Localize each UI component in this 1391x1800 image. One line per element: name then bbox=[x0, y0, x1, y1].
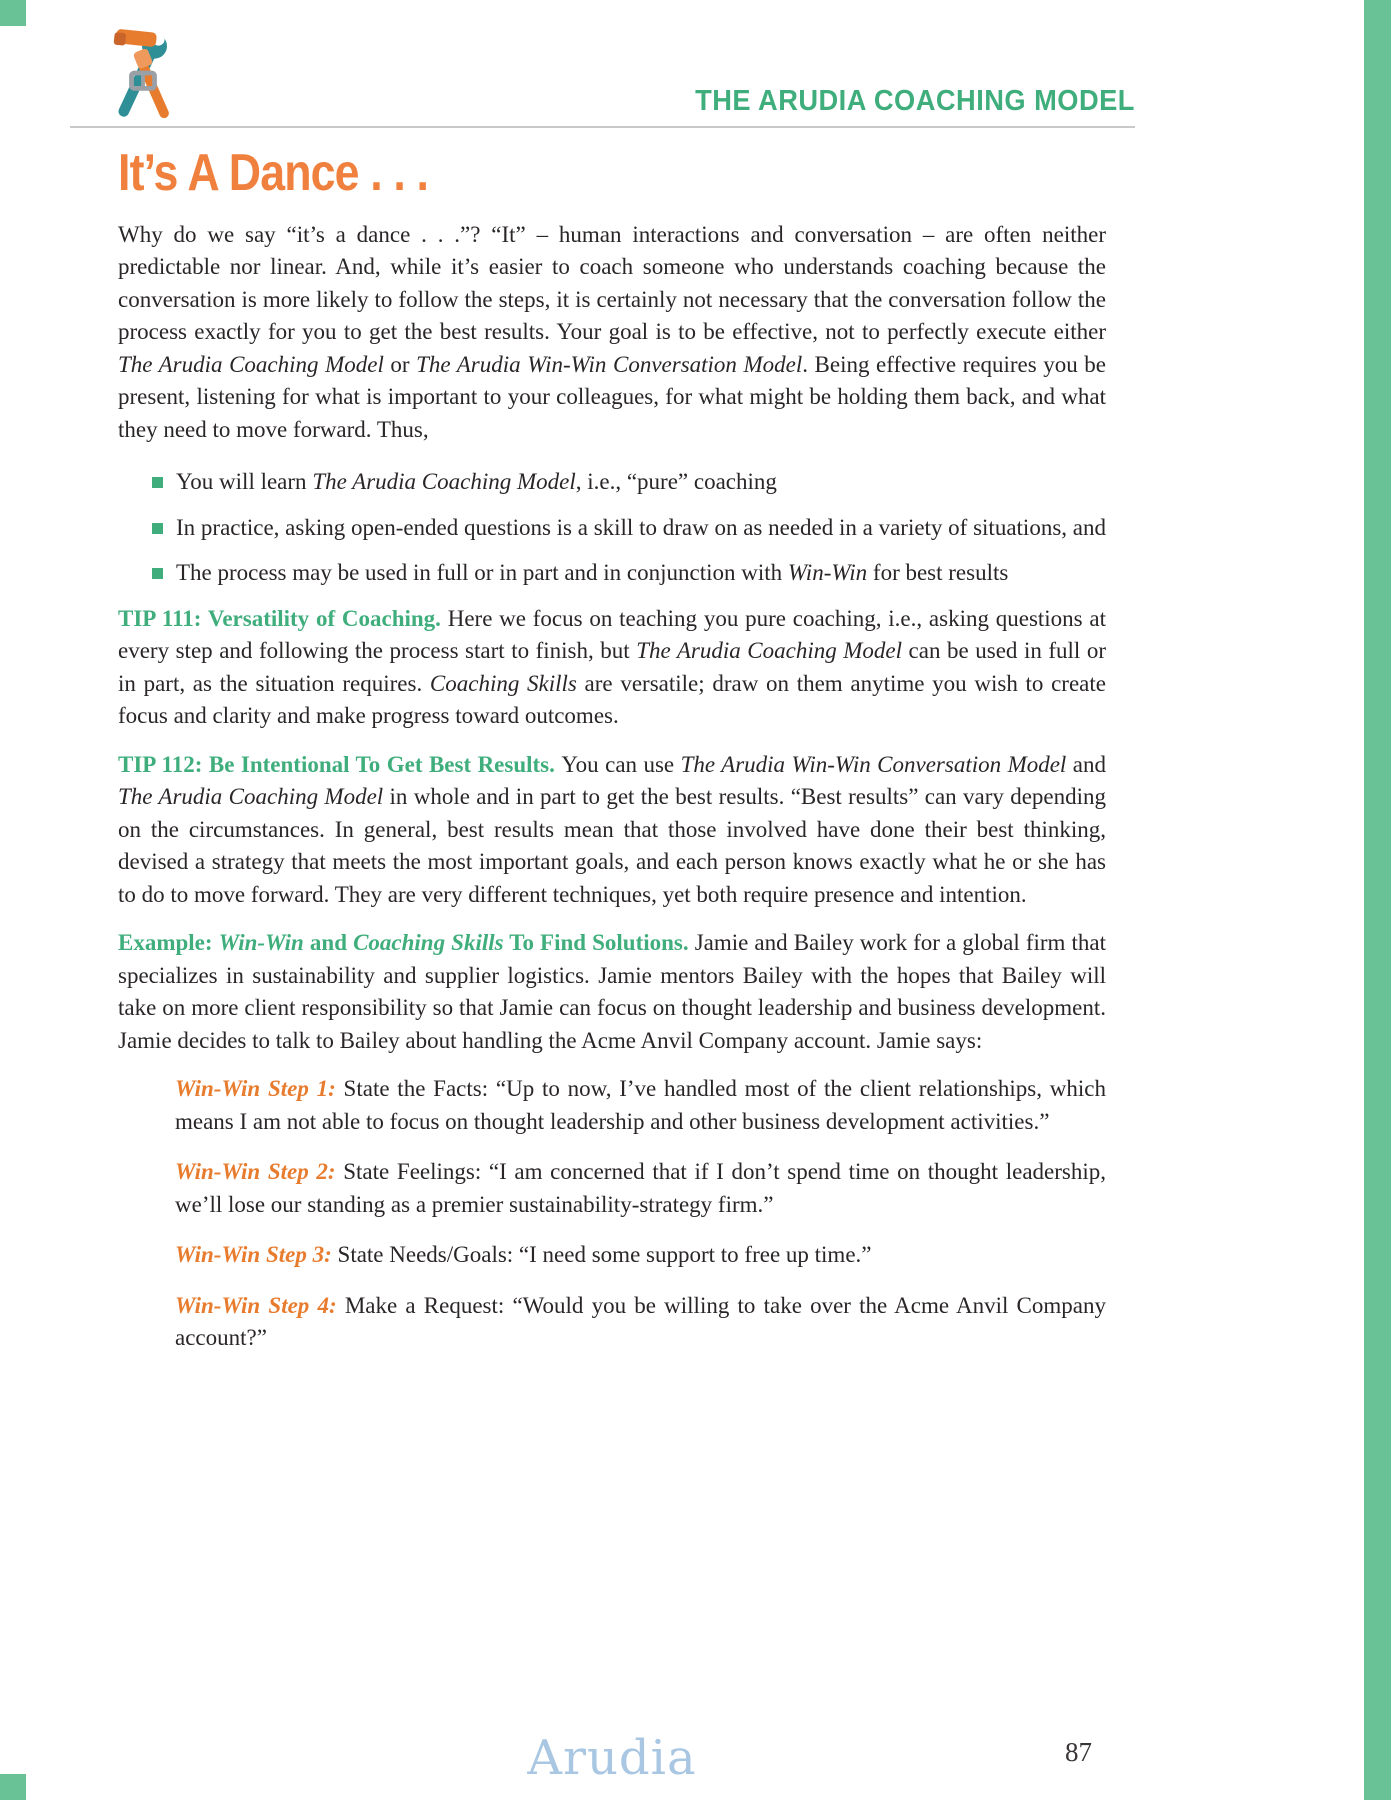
page-edge-accent-bar bbox=[1364, 0, 1391, 1800]
chapter-title: THE ARUDIA COACHING MODEL bbox=[695, 85, 1135, 117]
bullet-square-icon bbox=[152, 477, 163, 488]
win-win-step-2: Win-Win Step 2: State Feelings: “I am concerned that if I don’t spend time on thought leadership, we’ll lose our standing as a premier sustainability-strategy firm.” bbox=[175, 1159, 1106, 1217]
header-rule bbox=[70, 126, 1135, 128]
win-win-step-1: Win-Win Step 1: State the Facts: “Up to now, I’ve handled most of the client relationships, which means I am not able to focus on thought leadership and other business development activities.” bbox=[175, 1076, 1106, 1134]
bullet-item bbox=[152, 466, 1106, 499]
bullet-item bbox=[152, 557, 1106, 590]
corner-accent-top-left bbox=[0, 0, 26, 26]
win-win-step-4: Win-Win Step 4: Make a Request: “Would you be willing to take over the Acme Anvil Company account?” bbox=[175, 1292, 1106, 1351]
example-paragraph: Example: Win-Win and Coaching Skills To Find Solutions. Jamie and Bailey work for a global firm that specializes in sustainability and supplier logistics. Jamie mentors Bailey with the hopes that Bailey will take on more client responsibility so that Jamie can focus on thought leadership and business development. Jamie decides to talk to Bailey about handling the Acme Anvil Company account. Jamie says: bbox=[118, 930, 1106, 1053]
bullet-item bbox=[152, 512, 1106, 545]
arudia-watermark: Arudia bbox=[527, 1730, 697, 1786]
bullet-list bbox=[152, 466, 1106, 590]
corner-accent-bottom-left bbox=[0, 1774, 26, 1800]
tip-112-paragraph: TIP 112: Be Intentional To Get Best Results. You can use The Arudia Win-Win Conversation Model and The Arudia Coaching Model in whole and in part to get the best results. “Best results” can vary depending on the circumstances. In general, best results mean that those involved have done their best thinking, devised a strategy that meets the most important goals, and each person knows exactly what he or she has to do to move forward. They are very different techniques, yet both require presence and intention. bbox=[118, 751, 1106, 907]
page-content bbox=[118, 146, 1106, 1355]
page-header bbox=[70, 25, 1135, 122]
tools-icon bbox=[95, 25, 191, 121]
page-footer bbox=[118, 1714, 1106, 1786]
win-win-steps bbox=[175, 1073, 1106, 1355]
hammer-icon bbox=[114, 29, 158, 48]
bullet-text: You will learn The Arudia Coaching Model, i.e., “pure” coaching bbox=[176, 469, 777, 495]
win-win-step-3: Win-Win Step 3: State Needs/Goals: “I need some support to free up time.” bbox=[175, 1242, 872, 1268]
bullet-square-icon bbox=[152, 568, 163, 579]
bullet-text: The process may be used in full or in part and in conjunction with Win-Win for best results bbox=[176, 560, 1009, 586]
intro-paragraph: Why do we say “it’s a dance . . .”? “It” – human interactions and conversation – are often neither predictable nor linear. And, while it’s easier to coach someone who understands coaching because the conversation is more likely to follow the steps, it is certainly not necessary that the conversation follow the process exactly for you to get the best results. Your goal is to be effective, not to perfectly execute either The Arudia Coaching Model or The Arudia Win-Win Conversation Model. Being effective requires you be present, listening for what is important to your colleagues, for what might be holding them back, and what they need to move forward. Thus, bbox=[118, 221, 1106, 442]
page-title: It’s A Dance . . . bbox=[118, 144, 429, 202]
page-number: 87 bbox=[1065, 1737, 1092, 1767]
bullet-text: In practice, asking open-ended questions is a skill to draw on as needed in a variety of situations, and bbox=[176, 514, 1106, 540]
tip-111-paragraph: TIP 111: Versatility of Coaching. Here we focus on teaching you pure coaching, i.e., asking questions at every step and following the process start to finish, but The Arudia Coaching Model can be used in full or in part, as the situation requires. Coaching Skills are versatile; draw on them anytime you wish to create focus and clarity and make progress toward outcomes. bbox=[118, 605, 1107, 729]
bullet-square-icon bbox=[152, 523, 163, 534]
